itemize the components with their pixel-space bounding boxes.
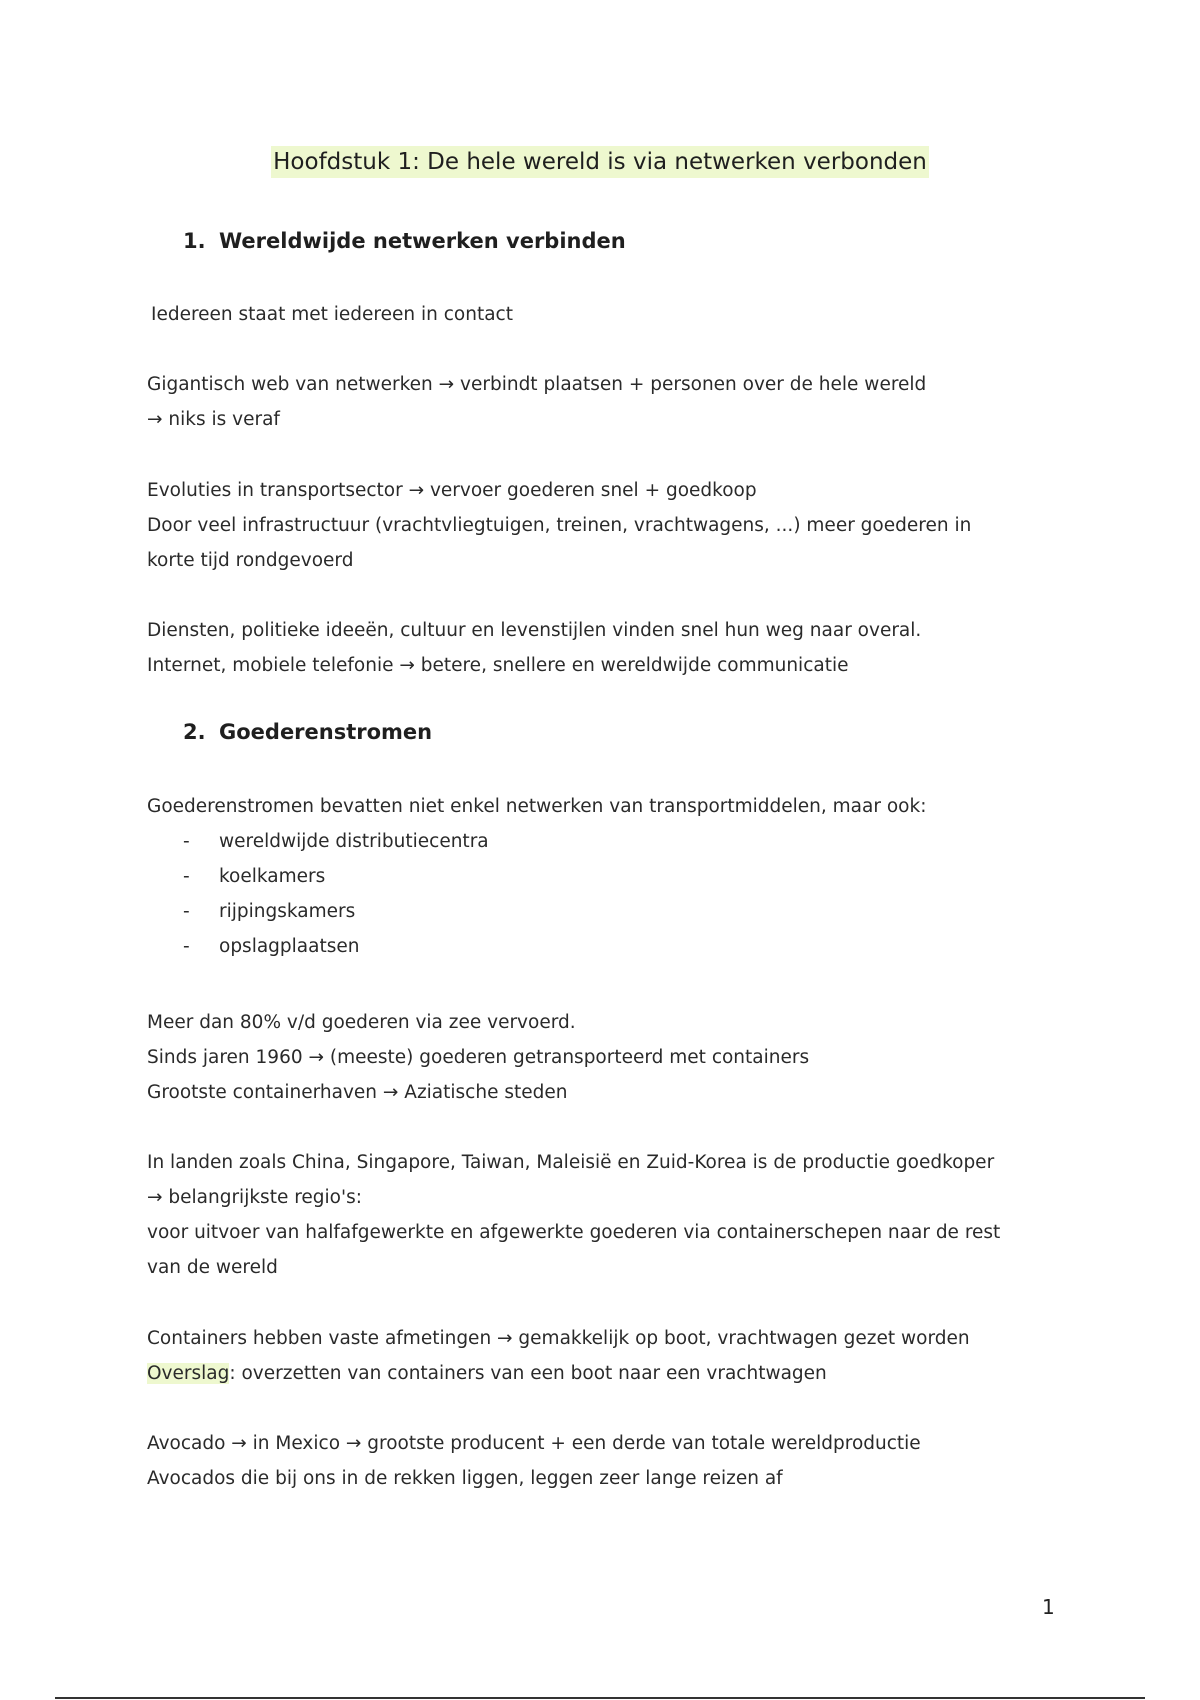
paragraph-line: voor uitvoer van halfafgewerkte en afgewerkte goederen via containerschepen naar de rest <box>147 1222 1001 1243</box>
list-item-text: opslagplaatsen <box>219 936 360 957</box>
bullet-list <box>147 824 489 964</box>
section-title: Goederenstromen <box>219 720 433 744</box>
paragraph-line: Avocado → in Mexico → grootste producent + een derde van totale wereldproductie <box>147 1433 921 1454</box>
paragraph-line: Evoluties in transportsector → vervoer goederen snel + goedkoop <box>147 480 757 501</box>
list-item <box>147 929 489 964</box>
paragraph-line: korte tijd rondgevoerd <box>147 550 354 571</box>
paragraph-line: Grootste containerhaven → Aziatische steden <box>147 1082 568 1103</box>
paragraph-line: → belangrijkste regio's: <box>147 1187 362 1208</box>
list-item-text: rijpingskamers <box>219 901 356 922</box>
list-item <box>147 894 489 929</box>
chapter-title: Hoofdstuk 1: De hele wereld is via netwerken verbonden <box>271 146 929 178</box>
list-item <box>147 824 489 859</box>
bullet-dash: - <box>183 831 190 852</box>
list-item <box>147 859 489 894</box>
paragraph-line: Avocados die bij ons in de rekken liggen, leggen zeer lange reizen af <box>147 1468 783 1489</box>
bullet-dash: - <box>183 866 190 887</box>
paragraph-line: Sinds jaren 1960 → (meeste) goederen getransporteerd met containers <box>147 1047 810 1068</box>
section-heading-2 <box>183 717 432 747</box>
section-heading-1 <box>183 226 626 256</box>
paragraph-line: Meer dan 80% v/d goederen via zee vervoerd. <box>147 1012 576 1033</box>
paragraph-line: Containers hebben vaste afmetingen → gemakkelijk op boot, vrachtwagen gezet worden <box>147 1328 970 1349</box>
paragraph-line: Gigantisch web van netwerken → verbindt plaatsen + personen over de hele wereld <box>147 374 927 395</box>
bullet-dash: - <box>183 901 190 922</box>
paragraph-line: Diensten, politieke ideeën, cultuur en levenstijlen vinden snel hun weg naar overal. <box>147 620 922 641</box>
paragraph-line: Internet, mobiele telefonie → betere, snellere en wereldwijde communicatie <box>147 655 849 676</box>
bullet-dash: - <box>183 936 190 957</box>
list-item-text: wereldwijde distributiecentra <box>219 831 489 852</box>
paragraph-line: In landen zoals China, Singapore, Taiwan, Maleisië en Zuid-Korea is de productie goedkoper <box>147 1152 995 1173</box>
paragraph-line: → niks is veraf <box>147 409 280 430</box>
section-title: Wereldwijde netwerken verbinden <box>219 229 626 253</box>
section-number: 2. <box>183 720 206 744</box>
paragraph-line <box>147 1356 827 1391</box>
page-number: 1 <box>1042 1595 1055 1619</box>
highlighted-term: Overslag <box>147 1363 230 1384</box>
section-number: 1. <box>183 229 206 253</box>
list-item-text: koelkamers <box>219 866 326 887</box>
paragraph-line: Door veel infrastructuur (vrachtvliegtuigen, treinen, vrachtwagens, ...) meer goederen in <box>147 515 972 536</box>
footer-divider <box>55 1697 1145 1699</box>
paragraph-line: Goederenstromen bevatten niet enkel netwerken van transportmiddelen, maar ook: <box>147 796 927 817</box>
term-definition: : overzetten van containers van een boot naar een vrachtwagen <box>229 1363 827 1384</box>
paragraph-line: van de wereld <box>147 1257 278 1278</box>
paragraph: Iedereen staat met iedereen in contact <box>151 304 513 325</box>
title-wrapper <box>0 146 1200 178</box>
